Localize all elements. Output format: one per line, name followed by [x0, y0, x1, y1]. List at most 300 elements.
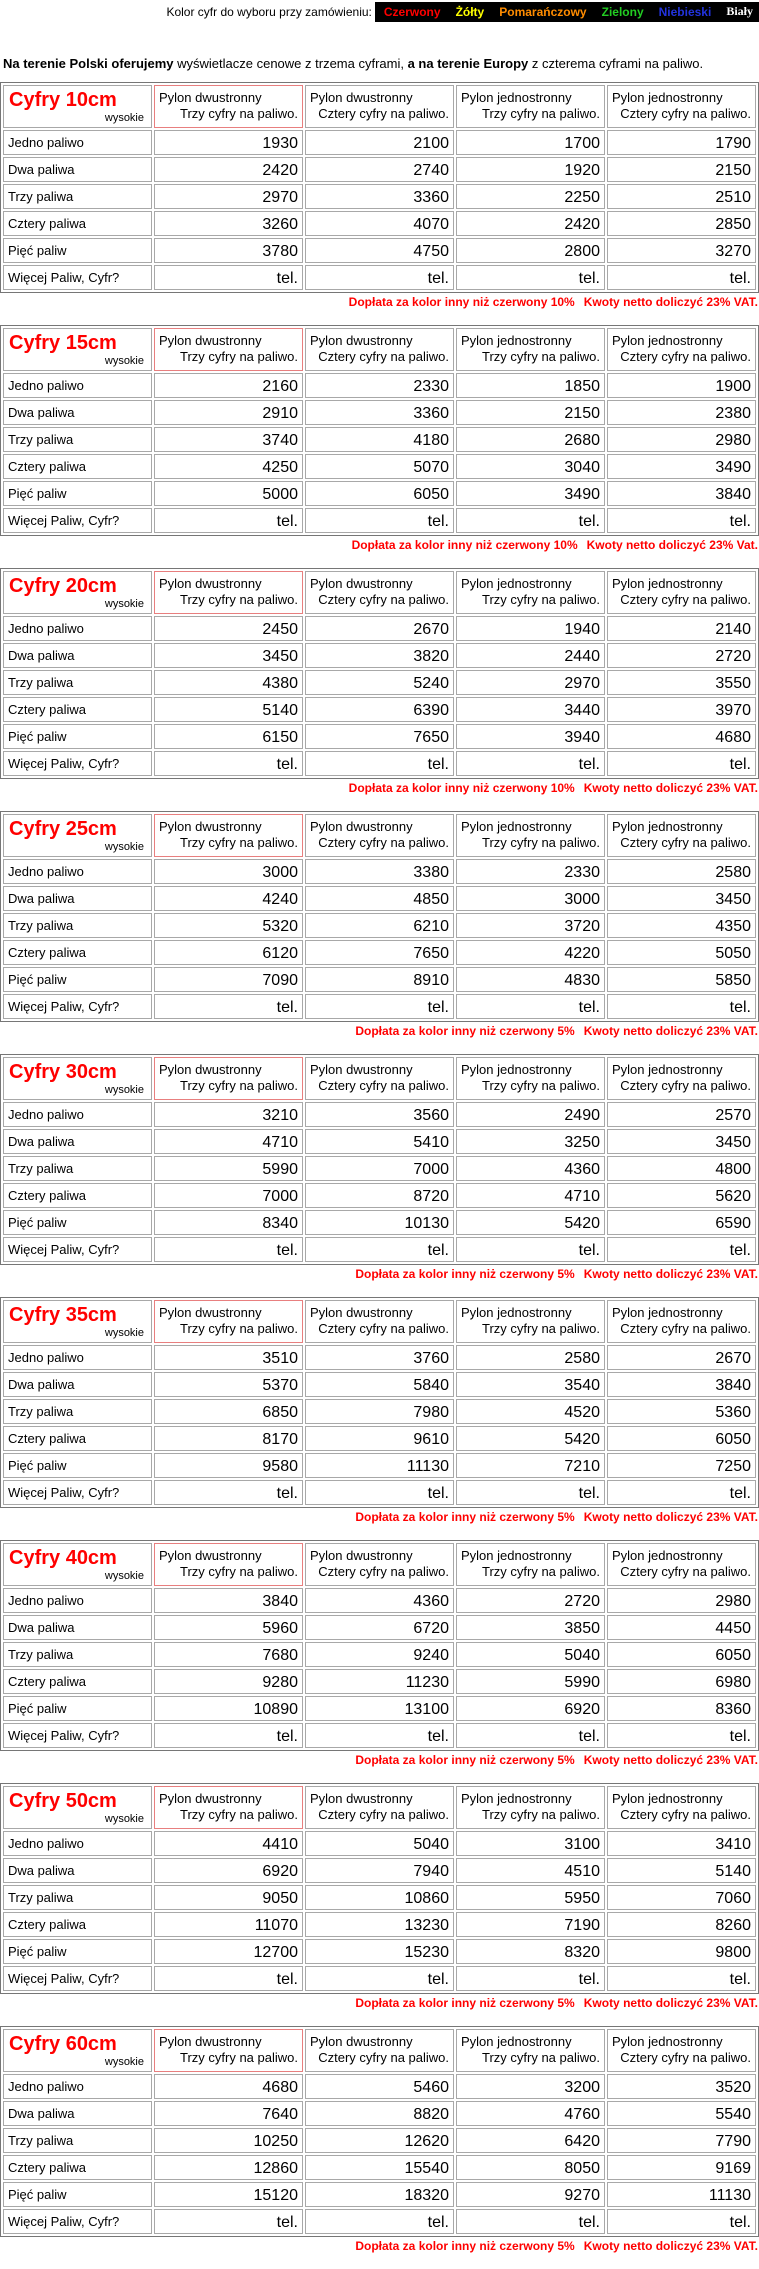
column-header-dwustronny-3: Pylon dwustronny Trzy cyfry na paliwo.	[154, 571, 303, 614]
price-table	[0, 325, 759, 536]
table-row	[3, 2155, 756, 2180]
price-cell: 2490	[456, 1102, 605, 1127]
price-cell: 1700	[456, 130, 605, 155]
column-header-jednostronny-3: Pylon jednostronny Trzy cyfry na paliwo.	[456, 1543, 605, 1586]
price-cell: tel.	[305, 1480, 454, 1505]
price-cell: tel.	[154, 1237, 303, 1262]
table-row	[3, 994, 756, 1019]
table-row	[3, 1723, 756, 1748]
price-cell: 2450	[154, 616, 303, 641]
price-cell: 1850	[456, 373, 605, 398]
surcharge-note-color: Dopłata za kolor inny niż czerwony 5%	[355, 1510, 575, 1524]
color-option: Zielony	[601, 4, 644, 19]
price-cell: 12860	[154, 2155, 303, 2180]
price-cell: 2970	[154, 184, 303, 209]
price-cell: 2720	[456, 1588, 605, 1613]
table-title-cell	[3, 1300, 152, 1343]
price-cell: 5850	[607, 967, 756, 992]
price-cell: 2570	[607, 1102, 756, 1127]
price-cell: 6920	[456, 1696, 605, 1721]
price-cell: 7650	[305, 940, 454, 965]
table-title: Cyfry 60cm	[9, 2033, 117, 2055]
price-cell: 6590	[607, 1210, 756, 1235]
surcharge-note-color: Dopłata za kolor inny niż czerwony 10%	[348, 781, 575, 795]
price-cell: 6920	[154, 1858, 303, 1883]
price-cell: 2510	[607, 184, 756, 209]
table-row	[3, 454, 756, 479]
price-cell: tel.	[305, 1966, 454, 1991]
price-cell: 3270	[607, 238, 756, 263]
price-cell: 1790	[607, 130, 756, 155]
row-label: Trzy paliwa	[3, 1885, 152, 1910]
price-cell: 2970	[456, 670, 605, 695]
row-label: Jedno paliwo	[3, 1345, 152, 1370]
table-title: Cyfry 50cm	[9, 1790, 117, 1812]
price-cell: tel.	[607, 2209, 756, 2234]
price-cell: 2670	[305, 616, 454, 641]
column-header-dwustronny-4: Pylon dwustronny Cztery cyfry na paliwo.	[305, 1543, 454, 1586]
price-cell: tel.	[154, 1966, 303, 1991]
table-title-cell	[3, 1057, 152, 1100]
color-option: Biały	[726, 4, 753, 18]
table-row	[3, 1696, 756, 1721]
table-subtitle: wysokie	[104, 598, 144, 610]
price-cell: 13100	[305, 1696, 454, 1721]
table-row	[3, 940, 756, 965]
price-cell: 3510	[154, 1345, 303, 1370]
price-cell: 4070	[305, 211, 454, 236]
price-cell: 3000	[154, 859, 303, 884]
price-cell: 9580	[154, 1453, 303, 1478]
table-row	[3, 859, 756, 884]
column-header-jednostronny-4: Pylon jednostronny Cztery cyfry na paliwo.	[607, 1543, 756, 1586]
table-row	[3, 670, 756, 695]
price-cell: 4510	[456, 1858, 605, 1883]
surcharge-note-vat: Kwoty netto doliczyć 23% VAT.	[583, 1024, 758, 1038]
column-header-dwustronny-3: Pylon dwustronny Trzy cyfry na paliwo.	[154, 814, 303, 857]
column-header-jednostronny-3: Pylon jednostronny Trzy cyfry na paliwo.	[456, 1057, 605, 1100]
column-header-dwustronny-3: Pylon dwustronny Trzy cyfry na paliwo.	[154, 2029, 303, 2072]
column-header-dwustronny-4: Pylon dwustronny Cztery cyfry na paliwo.	[305, 571, 454, 614]
surcharge-note	[0, 1996, 758, 2010]
row-label: Cztery paliwa	[3, 1183, 152, 1208]
table-row	[3, 1912, 756, 1937]
price-cell: 1930	[154, 130, 303, 155]
price-cell: 5420	[456, 1210, 605, 1235]
price-cell: 5990	[456, 1669, 605, 1694]
table-row	[3, 1588, 756, 1613]
row-label: Jedno paliwo	[3, 616, 152, 641]
price-cell: 6050	[607, 1426, 756, 1451]
surcharge-note-vat: Kwoty netto doliczyć 23% VAT.	[583, 781, 758, 795]
column-header-jednostronny-4: Pylon jednostronny Cztery cyfry na paliwo.	[607, 1057, 756, 1100]
table-row	[3, 427, 756, 452]
row-label: Pięć paliw	[3, 238, 152, 263]
table-row	[3, 1237, 756, 1262]
table-title: Cyfry 35cm	[9, 1304, 117, 1326]
column-header-jednostronny-4: Pylon jednostronny Cztery cyfry na paliwo.	[607, 328, 756, 371]
surcharge-note	[0, 1267, 758, 1281]
header-row	[3, 1543, 756, 1586]
surcharge-note	[0, 538, 758, 552]
surcharge-note	[0, 2239, 758, 2253]
header-row	[3, 1300, 756, 1343]
price-cell: 9800	[607, 1939, 756, 1964]
price-cell: 5140	[154, 697, 303, 722]
price-table	[0, 568, 759, 779]
price-cell: 3100	[456, 1831, 605, 1856]
intro-plain-1: wyświetlacze cenowe z trzema cyframi,	[173, 56, 408, 71]
price-cell: 7000	[305, 1156, 454, 1181]
surcharge-note-color: Dopłata za kolor inny niż czerwony 10%	[351, 538, 578, 552]
table-subtitle: wysokie	[104, 2056, 144, 2068]
price-table	[0, 2026, 759, 2237]
column-header-jednostronny-3: Pylon jednostronny Trzy cyfry na paliwo.	[456, 1786, 605, 1829]
row-label: Więcej Paliw, Cyfr?	[3, 2209, 152, 2234]
price-cell: 6210	[305, 913, 454, 938]
surcharge-note-vat: Kwoty netto doliczyć 23% VAT.	[583, 1753, 758, 1767]
column-header-jednostronny-3: Pylon jednostronny Trzy cyfry na paliwo.	[456, 328, 605, 371]
row-label: Pięć paliw	[3, 967, 152, 992]
table-title-cell	[3, 328, 152, 371]
price-cell: 7000	[154, 1183, 303, 1208]
table-row	[3, 1480, 756, 1505]
price-cell: tel.	[456, 1966, 605, 1991]
price-cell: 1940	[456, 616, 605, 641]
price-table	[0, 1297, 759, 1508]
row-label: Trzy paliwa	[3, 184, 152, 209]
price-cell: 3540	[456, 1372, 605, 1397]
table-row	[3, 481, 756, 506]
price-cell: 2740	[305, 157, 454, 182]
table-row	[3, 886, 756, 911]
surcharge-note-vat: Kwoty netto doliczyć 23% VAT.	[583, 1996, 758, 2010]
price-cell: 5040	[305, 1831, 454, 1856]
row-label: Dwa paliwa	[3, 400, 152, 425]
table-row	[3, 238, 756, 263]
price-cell: 7980	[305, 1399, 454, 1424]
price-cell: tel.	[154, 751, 303, 776]
row-label: Więcej Paliw, Cyfr?	[3, 1723, 152, 1748]
price-cell: 2670	[607, 1345, 756, 1370]
price-cell: tel.	[305, 2209, 454, 2234]
price-cell: tel.	[305, 265, 454, 290]
price-cell: 8170	[154, 1426, 303, 1451]
price-tables-container	[0, 82, 759, 2253]
row-label: Więcej Paliw, Cyfr?	[3, 265, 152, 290]
row-label: Dwa paliwa	[3, 1372, 152, 1397]
price-cell: 10860	[305, 1885, 454, 1910]
intro-text	[3, 56, 759, 72]
price-cell: tel.	[154, 265, 303, 290]
table-title: Cyfry 15cm	[9, 332, 117, 354]
price-cell: 2580	[607, 859, 756, 884]
surcharge-note	[0, 781, 758, 795]
price-table-section	[0, 1297, 759, 1524]
price-cell: 2980	[607, 427, 756, 452]
price-cell: 3520	[607, 2074, 756, 2099]
price-cell: 5990	[154, 1156, 303, 1181]
price-cell: 2160	[154, 373, 303, 398]
table-row	[3, 1210, 756, 1235]
row-label: Jedno paliwo	[3, 373, 152, 398]
row-label: Jedno paliwo	[3, 1831, 152, 1856]
price-cell: tel.	[305, 508, 454, 533]
column-header-jednostronny-4: Pylon jednostronny Cztery cyfry na paliwo.	[607, 1786, 756, 1829]
header-row	[3, 571, 756, 614]
price-cell: 4380	[154, 670, 303, 695]
column-header-dwustronny-4: Pylon dwustronny Cztery cyfry na paliwo.	[305, 328, 454, 371]
table-row	[3, 2209, 756, 2234]
header-row	[3, 1786, 756, 1829]
price-cell: 5000	[154, 481, 303, 506]
price-cell: tel.	[456, 994, 605, 1019]
table-row	[3, 2128, 756, 2153]
price-cell: 6850	[154, 1399, 303, 1424]
row-label: Cztery paliwa	[3, 1426, 152, 1451]
table-title: Cyfry 20cm	[9, 575, 117, 597]
column-header-jednostronny-4: Pylon jednostronny Cztery cyfry na paliwo.	[607, 85, 756, 128]
color-strip	[375, 2, 759, 22]
price-cell: tel.	[456, 751, 605, 776]
row-label: Więcej Paliw, Cyfr?	[3, 1480, 152, 1505]
price-table-section	[0, 811, 759, 1038]
price-cell: 11230	[305, 1669, 454, 1694]
price-cell: 3970	[607, 697, 756, 722]
row-label: Jedno paliwo	[3, 859, 152, 884]
column-header-dwustronny-3: Pylon dwustronny Trzy cyfry na paliwo.	[154, 1300, 303, 1343]
price-cell: 18320	[305, 2182, 454, 2207]
price-cell: 5370	[154, 1372, 303, 1397]
column-header-dwustronny-3: Pylon dwustronny Trzy cyfry na paliwo.	[154, 1543, 303, 1586]
price-cell: 9280	[154, 1669, 303, 1694]
color-picker-label: Kolor cyfr do wyboru przy zamówieniu:	[166, 5, 372, 19]
table-row	[3, 1858, 756, 1883]
price-cell: 8320	[456, 1939, 605, 1964]
row-label: Dwa paliwa	[3, 1129, 152, 1154]
price-cell: 1900	[607, 373, 756, 398]
price-table-section	[0, 1540, 759, 1767]
surcharge-note-color: Dopłata za kolor inny niż czerwony 10%	[348, 295, 575, 309]
price-cell: 4180	[305, 427, 454, 452]
price-cell: 6720	[305, 1615, 454, 1640]
table-subtitle: wysokie	[104, 1084, 144, 1096]
column-header-dwustronny-3: Pylon dwustronny Trzy cyfry na paliwo.	[154, 85, 303, 128]
intro-plain-2: z czterema cyframi na paliwo.	[528, 56, 704, 71]
surcharge-note-color: Dopłata za kolor inny niż czerwony 5%	[355, 1996, 575, 2010]
intro-bold-europe: a na terenie Europy	[407, 56, 529, 71]
table-row	[3, 157, 756, 182]
column-header-jednostronny-4: Pylon jednostronny Cztery cyfry na paliwo.	[607, 2029, 756, 2072]
row-label: Dwa paliwa	[3, 2101, 152, 2126]
table-title-cell	[3, 1543, 152, 1586]
row-label: Trzy paliwa	[3, 1399, 152, 1424]
price-cell: 8050	[456, 2155, 605, 2180]
price-cell: tel.	[607, 1237, 756, 1262]
price-cell: 3410	[607, 1831, 756, 1856]
price-cell: 5040	[456, 1642, 605, 1667]
table-row	[3, 1426, 756, 1451]
price-table-section	[0, 568, 759, 795]
price-cell: 8340	[154, 1210, 303, 1235]
table-row	[3, 1345, 756, 1370]
table-row	[3, 697, 756, 722]
price-cell: 2680	[456, 427, 605, 452]
row-label: Dwa paliwa	[3, 157, 152, 182]
table-row	[3, 265, 756, 290]
price-cell: tel.	[607, 994, 756, 1019]
table-row	[3, 1399, 756, 1424]
row-label: Cztery paliwa	[3, 2155, 152, 2180]
surcharge-note-color: Dopłata za kolor inny niż czerwony 5%	[355, 1753, 575, 1767]
price-cell: 3490	[456, 481, 605, 506]
price-cell: 15540	[305, 2155, 454, 2180]
price-cell: 4360	[305, 1588, 454, 1613]
table-row	[3, 2182, 756, 2207]
price-cell: 3780	[154, 238, 303, 263]
price-cell: 3550	[607, 670, 756, 695]
table-row	[3, 184, 756, 209]
header-row	[3, 85, 756, 128]
price-cell: 4220	[456, 940, 605, 965]
price-cell: 3840	[607, 481, 756, 506]
price-cell: 7060	[607, 1885, 756, 1910]
price-cell: 11130	[607, 2182, 756, 2207]
price-cell: tel.	[154, 1480, 303, 1505]
price-cell: 3210	[154, 1102, 303, 1127]
row-label: Trzy paliwa	[3, 2128, 152, 2153]
table-row	[3, 373, 756, 398]
row-label: Cztery paliwa	[3, 454, 152, 479]
row-label: Więcej Paliw, Cyfr?	[3, 751, 152, 776]
column-header-jednostronny-4: Pylon jednostronny Cztery cyfry na paliwo.	[607, 571, 756, 614]
column-header-jednostronny-4: Pylon jednostronny Cztery cyfry na paliwo.	[607, 814, 756, 857]
price-cell: 3840	[154, 1588, 303, 1613]
price-table-section	[0, 325, 759, 552]
price-cell: 6420	[456, 2128, 605, 2153]
row-label: Trzy paliwa	[3, 670, 152, 695]
surcharge-note	[0, 1024, 758, 1038]
price-cell: 8820	[305, 2101, 454, 2126]
table-row	[3, 1102, 756, 1127]
table-subtitle: wysokie	[104, 355, 144, 367]
price-cell: 3490	[607, 454, 756, 479]
price-cell: 2800	[456, 238, 605, 263]
price-cell: 5460	[305, 2074, 454, 2099]
table-row	[3, 1939, 756, 1964]
row-label: Pięć paliw	[3, 724, 152, 749]
price-cell: 2910	[154, 400, 303, 425]
table-row	[3, 1372, 756, 1397]
price-cell: 5320	[154, 913, 303, 938]
price-cell: 5050	[607, 940, 756, 965]
price-cell: tel.	[607, 1723, 756, 1748]
price-cell: 8720	[305, 1183, 454, 1208]
price-cell: 2850	[607, 211, 756, 236]
price-cell: 4710	[456, 1183, 605, 1208]
table-row	[3, 643, 756, 668]
price-cell: 6050	[607, 1642, 756, 1667]
price-cell: 5070	[305, 454, 454, 479]
price-cell: 3040	[456, 454, 605, 479]
price-cell: 13230	[305, 1912, 454, 1937]
price-cell: 5950	[456, 1885, 605, 1910]
price-cell: 2380	[607, 400, 756, 425]
price-cell: 8910	[305, 967, 454, 992]
row-label: Trzy paliwa	[3, 913, 152, 938]
price-cell: 7190	[456, 1912, 605, 1937]
price-cell: 5240	[305, 670, 454, 695]
price-cell: 10890	[154, 1696, 303, 1721]
column-header-dwustronny-3: Pylon dwustronny Trzy cyfry na paliwo.	[154, 1786, 303, 1829]
row-label: Dwa paliwa	[3, 1615, 152, 1640]
row-label: Jedno paliwo	[3, 1588, 152, 1613]
table-subtitle: wysokie	[104, 1327, 144, 1339]
price-cell: 12700	[154, 1939, 303, 1964]
price-cell: 4850	[305, 886, 454, 911]
table-row	[3, 1453, 756, 1478]
price-cell: 3260	[154, 211, 303, 236]
price-cell: 11130	[305, 1453, 454, 1478]
price-table-section	[0, 1783, 759, 2010]
header-row	[3, 1057, 756, 1100]
price-cell: 9270	[456, 2182, 605, 2207]
table-row	[3, 1183, 756, 1208]
price-cell: 4830	[456, 967, 605, 992]
row-label: Więcej Paliw, Cyfr?	[3, 1237, 152, 1262]
price-cell: 3360	[305, 400, 454, 425]
price-cell: 10250	[154, 2128, 303, 2153]
row-label: Pięć paliw	[3, 1696, 152, 1721]
price-cell: 4240	[154, 886, 303, 911]
row-label: Jedno paliwo	[3, 1102, 152, 1127]
price-cell: tel.	[456, 1237, 605, 1262]
surcharge-note-color: Dopłata za kolor inny niż czerwony 5%	[355, 1267, 575, 1281]
price-cell: 5540	[607, 2101, 756, 2126]
price-cell: tel.	[154, 994, 303, 1019]
color-option: Niebieski	[658, 4, 712, 19]
price-cell: 6050	[305, 481, 454, 506]
table-row	[3, 724, 756, 749]
row-label: Cztery paliwa	[3, 211, 152, 236]
price-table	[0, 1054, 759, 1265]
row-label: Więcej Paliw, Cyfr?	[3, 508, 152, 533]
price-cell: 2250	[456, 184, 605, 209]
row-label: Więcej Paliw, Cyfr?	[3, 1966, 152, 1991]
price-cell: tel.	[607, 265, 756, 290]
column-header-dwustronny-3: Pylon dwustronny Trzy cyfry na paliwo.	[154, 1057, 303, 1100]
price-cell: 5420	[456, 1426, 605, 1451]
price-cell: 3380	[305, 859, 454, 884]
table-row	[3, 616, 756, 641]
column-header-dwustronny-4: Pylon dwustronny Cztery cyfry na paliwo.	[305, 1786, 454, 1829]
price-cell: 9610	[305, 1426, 454, 1451]
price-cell: 3720	[456, 913, 605, 938]
price-cell: tel.	[305, 751, 454, 776]
row-label: Dwa paliwa	[3, 886, 152, 911]
price-cell: 3360	[305, 184, 454, 209]
price-cell: 6980	[607, 1669, 756, 1694]
price-cell: 5140	[607, 1858, 756, 1883]
surcharge-note-color: Dopłata za kolor inny niż czerwony 5%	[355, 2239, 575, 2253]
price-cell: 6120	[154, 940, 303, 965]
price-table	[0, 811, 759, 1022]
row-label: Trzy paliwa	[3, 1156, 152, 1181]
price-cell: 5410	[305, 1129, 454, 1154]
table-row	[3, 211, 756, 236]
surcharge-note-vat: Kwoty netto doliczyć 23% VAT.	[583, 295, 758, 309]
table-title-cell	[3, 2029, 152, 2072]
